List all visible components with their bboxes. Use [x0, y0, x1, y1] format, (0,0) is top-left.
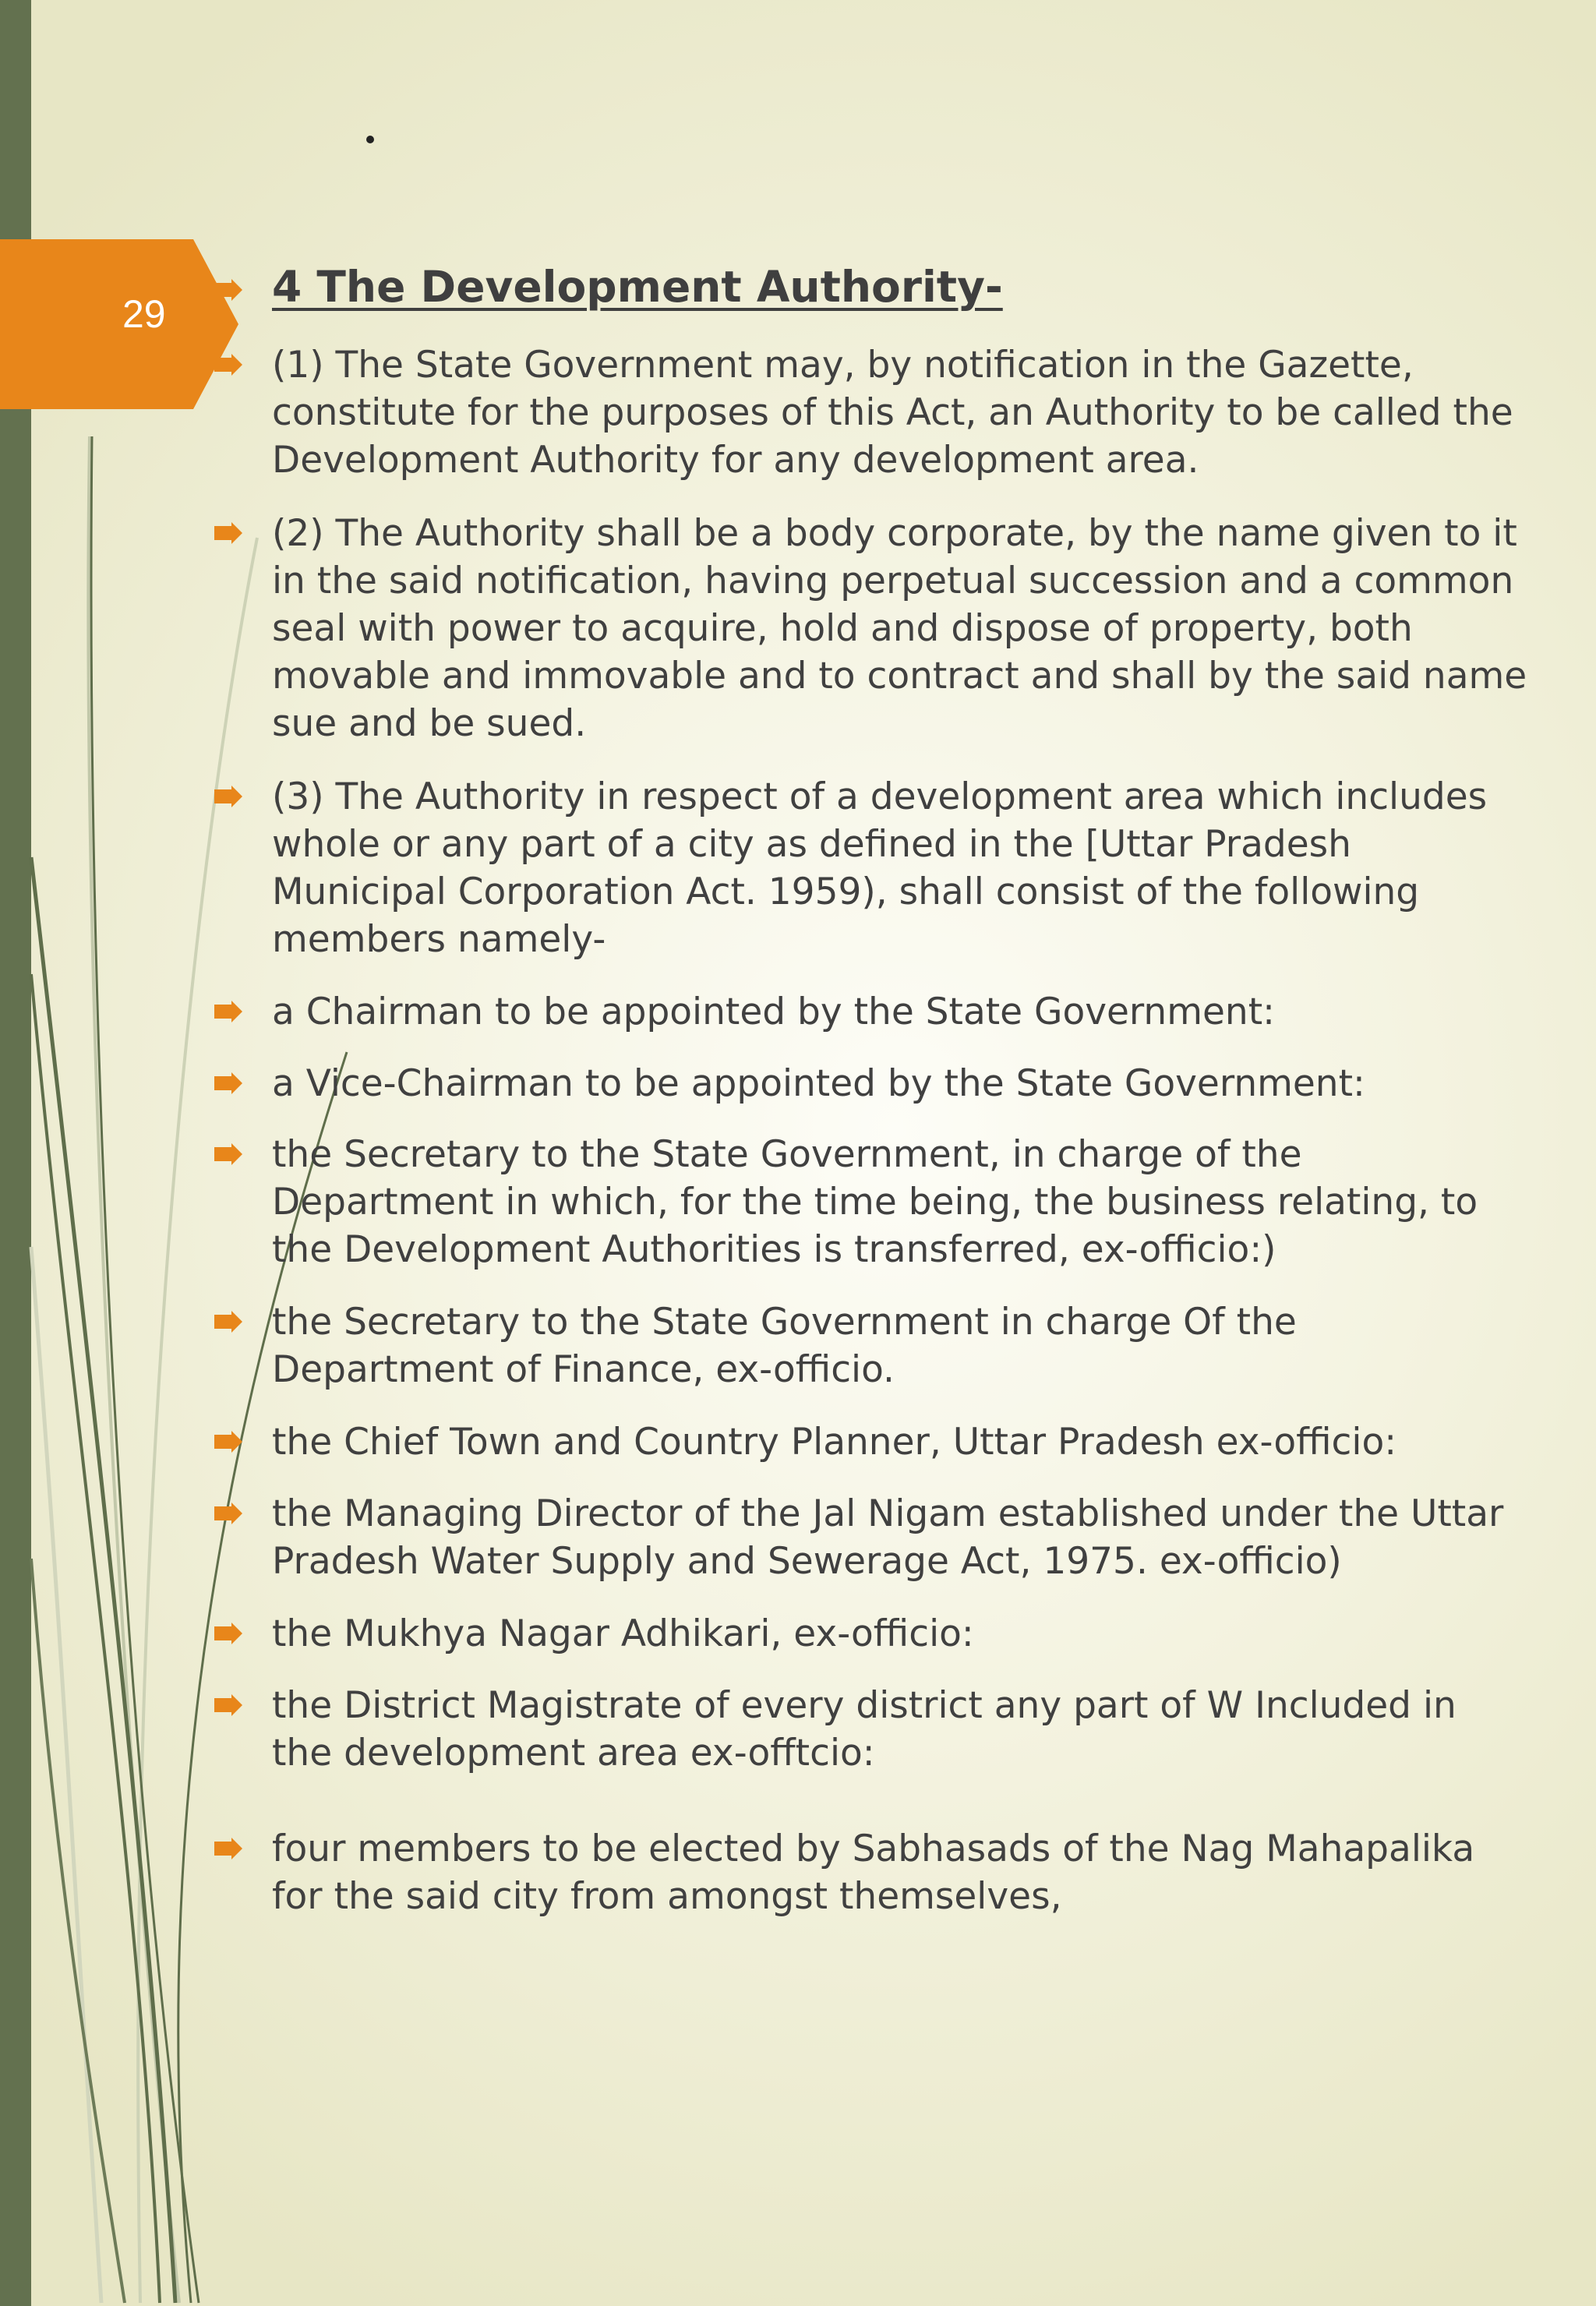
list-item-line: constitute for the purposes of this Act, an Authority to be called the: [272, 391, 1513, 434]
list-item: [272, 1298, 1488, 1393]
list-item-line: the Managing Director of the Jal Nigam established under the Uttar: [272, 1492, 1504, 1535]
list-item-line: movable and immovable and to contract and shall by the said name: [272, 655, 1527, 697]
arrow-bullet-icon: [213, 1143, 244, 1165]
arrow-bullet-icon: [213, 522, 244, 544]
list-item-line: Department in which, for the time being, the business relating, to: [272, 1181, 1478, 1224]
list-item-line: the Secretary to the State Government, in charge of the: [272, 1133, 1302, 1176]
list-item-line: Municipal Corporation Act. 1959), shall consist of the following: [272, 870, 1420, 913]
list-item: [272, 341, 1513, 484]
list-item: [272, 1131, 1488, 1273]
list-item-line: Development Authority for any development area.: [272, 439, 1199, 482]
list-item: [272, 1610, 1488, 1658]
stem-dark-1: [31, 857, 175, 2303]
list-item-line: Department of Finance, ex-officio.: [272, 1348, 895, 1391]
list-item-line: Pradesh Water Supply and Sewerage Act, 1975. ex-officio): [272, 1540, 1342, 1583]
list-item-line: the Development Authorities is transferred, ex-officio:): [272, 1228, 1276, 1271]
list-item-line: members namely-: [272, 918, 606, 961]
arrow-bullet-icon: [213, 786, 244, 807]
list-item: [272, 1490, 1504, 1585]
list-item-line: whole or any part of a city as defined in the [Uttar Pradesh: [272, 823, 1351, 866]
arrow-bullet-icon: [213, 1694, 244, 1716]
list-item-line: a Chairman to be appointed by the State Government:: [272, 991, 1275, 1033]
list-item: [272, 510, 1527, 747]
list-item: [272, 773, 1488, 963]
arrow-bullet-icon: [213, 1311, 244, 1333]
stem-dark-4: [31, 974, 160, 2303]
stem-light-3: [31, 1247, 101, 2303]
arrow-bullet-icon: [213, 1431, 244, 1453]
arrow-bullet-icon: [213, 1072, 244, 1094]
list-item-line: the Mukhya Nagar Adhikari, ex-officio:: [272, 1612, 974, 1655]
list-item: [272, 1825, 1488, 1920]
top-dot: [366, 136, 374, 143]
list-item-line: four members to be elected by Sabhasads of the Nag Mahapalika: [272, 1827, 1475, 1870]
list-item-line: a Vice-Chairman to be appointed by the State Government:: [272, 1062, 1365, 1105]
list-item: [272, 1060, 1488, 1107]
list-item-line: the Secretary to the State Government in charge Of the: [272, 1301, 1297, 1344]
stem-dark-2: [91, 436, 199, 2303]
arrow-bullet-icon: [213, 354, 244, 376]
list-item: [272, 1682, 1488, 1777]
section-heading: 4 The Development Authority-: [272, 262, 1003, 312]
page-number-tab: [0, 239, 238, 409]
list-item-line: the development area ex-offtcio:: [272, 1732, 875, 1775]
page-number: 29: [122, 292, 166, 336]
arrow-bullet-icon: [213, 1001, 244, 1022]
list-item-line: the District Magistrate of every district any part of W Included in: [272, 1684, 1457, 1727]
list-item: [272, 988, 1488, 1036]
arrow-bullet-icon: [213, 1838, 244, 1859]
list-item-line: in the said notification, having perpetual succession and a common: [272, 560, 1514, 602]
stem-dark-5: [31, 1559, 125, 2303]
list-item-line: for the said city from amongst themselves,: [272, 1875, 1062, 1918]
list-item-line: sue and be sued.: [272, 702, 587, 745]
stem-light-1: [88, 436, 179, 2303]
list-item-line: the Chief Town and Country Planner, Uttar Pradesh ex-officio:: [272, 1421, 1397, 1464]
list-item-line: (3) The Authority in respect of a development area which includes: [272, 775, 1488, 818]
list-item-line: (2) The Authority shall be a body corporate, by the name given to it: [272, 512, 1517, 555]
arrow-bullet-icon: [213, 1623, 244, 1644]
arrow-bullet-icon: [213, 1503, 244, 1524]
list-item: [272, 1418, 1488, 1466]
list-item-line: (1) The State Government may, by notification in the Gazette,: [272, 344, 1414, 387]
list-item-line: seal with power to acquire, hold and dispose of property, both: [272, 607, 1413, 650]
arrow-bullet-icon: [213, 279, 244, 301]
